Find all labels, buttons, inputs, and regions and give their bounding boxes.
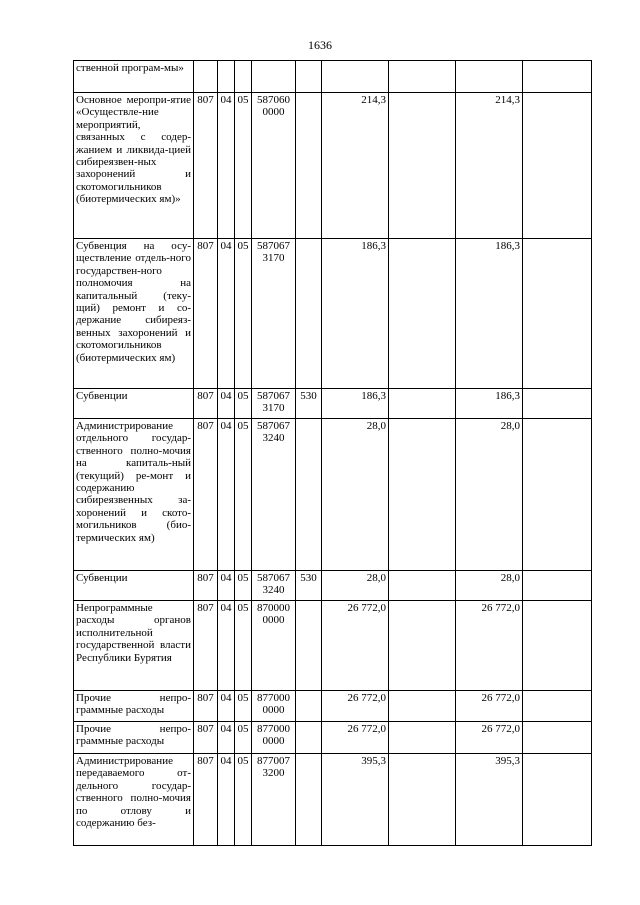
rz-code: 04 [218,571,235,601]
rz-code: 04 [218,389,235,419]
pr-code: 05 [235,419,252,571]
vr-code [296,601,322,691]
pr-code: 05 [235,571,252,601]
sum-col-4 [523,389,592,419]
row-name: Субвенция на осу-ществление отдель-ного государствен-ного полномочия на капитальный (теку-щий) ремонт и со-держание сибиреяз-венных захоронений и скотомогильников (биотермических ям) [74,239,194,389]
gr-code: 807 [194,571,218,601]
sum-col-1: 28,0 [322,419,389,571]
sum-col-2 [389,571,456,601]
sum-col-1: 26 772,0 [322,691,389,722]
sum-col-4 [523,61,592,93]
sum-col-3: 186,3 [456,239,523,389]
rz-code: 04 [218,722,235,754]
sum-col-1: 26 772,0 [322,722,389,754]
sum-col-1: 186,3 [322,389,389,419]
sum-col-2 [389,389,456,419]
pr-code: 05 [235,754,252,846]
gr-code: 807 [194,754,218,846]
sum-col-1: 186,3 [322,239,389,389]
vr-code: 530 [296,389,322,419]
sum-col-2 [389,601,456,691]
row-name: Администрирование передаваемого от-дельного государ-ственного полно-мочия по отлову и содержанию без- [74,754,194,846]
sum-col-1: 395,3 [322,754,389,846]
csr-code: 877000 0000 [252,722,296,754]
csr-code: 877000 0000 [252,691,296,722]
sum-col-3 [456,61,523,93]
sum-col-3: 26 772,0 [456,691,523,722]
rz-code: 04 [218,754,235,846]
vr-code [296,61,322,93]
table-row [74,61,592,93]
vr-code [296,93,322,239]
row-name: Прочие непро-граммные расходы [74,691,194,722]
vr-code: 530 [296,571,322,601]
csr-code: 587067 3170 [252,239,296,389]
table-row [74,722,592,754]
sum-col-3: 395,3 [456,754,523,846]
table-row [74,601,592,691]
gr-code: 807 [194,389,218,419]
table-row [74,754,592,846]
csr-code: 587067 3240 [252,419,296,571]
page-number: 1636 [308,38,332,52]
csr-code: 587067 3170 [252,389,296,419]
sum-col-2 [389,754,456,846]
sum-col-4 [523,691,592,722]
rz-code [218,61,235,93]
sum-col-4 [523,571,592,601]
sum-col-4 [523,93,592,239]
csr-code [252,61,296,93]
csr-code: 587067 3240 [252,571,296,601]
gr-code: 807 [194,691,218,722]
sum-col-2 [389,93,456,239]
sum-col-3: 28,0 [456,571,523,601]
rz-code: 04 [218,239,235,389]
budget-table [73,60,592,846]
rz-code: 04 [218,601,235,691]
table-row [74,389,592,419]
sum-col-3: 26 772,0 [456,722,523,754]
csr-code: 587060 0000 [252,93,296,239]
gr-code: 807 [194,239,218,389]
rz-code: 04 [218,93,235,239]
rz-code: 04 [218,691,235,722]
table-row [74,93,592,239]
table-row [74,691,592,722]
sum-col-2 [389,61,456,93]
sum-col-2 [389,239,456,389]
table-row [74,571,592,601]
sum-col-1 [322,61,389,93]
vr-code [296,722,322,754]
gr-code [194,61,218,93]
sum-col-4 [523,722,592,754]
row-name: Субвенции [74,571,194,601]
pr-code [235,61,252,93]
pr-code: 05 [235,93,252,239]
gr-code: 807 [194,601,218,691]
row-name: Прочие непро-граммные расходы [74,722,194,754]
sum-col-4 [523,754,592,846]
pr-code: 05 [235,389,252,419]
sum-col-1: 26 772,0 [322,601,389,691]
row-name: Администрирование отдельного государ-ственного полно-мочия на капиталь-ный (текущий) ре-монт и содержанию сибиреязвенных за-хоронений и ското-могильников (био-термических ям) [74,419,194,571]
row-name: ственной програм-мы» [74,61,194,93]
pr-code: 05 [235,239,252,389]
sum-col-1: 28,0 [322,571,389,601]
csr-code: 877007 3200 [252,754,296,846]
csr-code: 870000 0000 [252,601,296,691]
table-body [74,61,592,846]
sum-col-3: 186,3 [456,389,523,419]
sum-col-4 [523,419,592,571]
gr-code: 807 [194,722,218,754]
vr-code [296,754,322,846]
pr-code: 05 [235,691,252,722]
gr-code: 807 [194,93,218,239]
pr-code: 05 [235,601,252,691]
table-row [74,419,592,571]
sum-col-2 [389,691,456,722]
gr-code: 807 [194,419,218,571]
sum-col-3: 26 772,0 [456,601,523,691]
vr-code [296,239,322,389]
rz-code: 04 [218,419,235,571]
sum-col-2 [389,419,456,571]
sum-col-4 [523,601,592,691]
sum-col-3: 28,0 [456,419,523,571]
row-name: Непрограммные расходы органов исполнительной государственной власти Республики Бурятия [74,601,194,691]
row-name: Основное меропри-ятие «Осуществле-ние мероприятий, связанных с содер-жанием и ликвида-цией сибиреязвен-ных захоронений и скотомогильников (биотермических ям)» [74,93,194,239]
vr-code [296,691,322,722]
sum-col-1: 214,3 [322,93,389,239]
row-name: Субвенции [74,389,194,419]
sum-col-2 [389,722,456,754]
pr-code: 05 [235,722,252,754]
vr-code [296,419,322,571]
sum-col-4 [523,239,592,389]
sum-col-3: 214,3 [456,93,523,239]
table-row [74,239,592,389]
